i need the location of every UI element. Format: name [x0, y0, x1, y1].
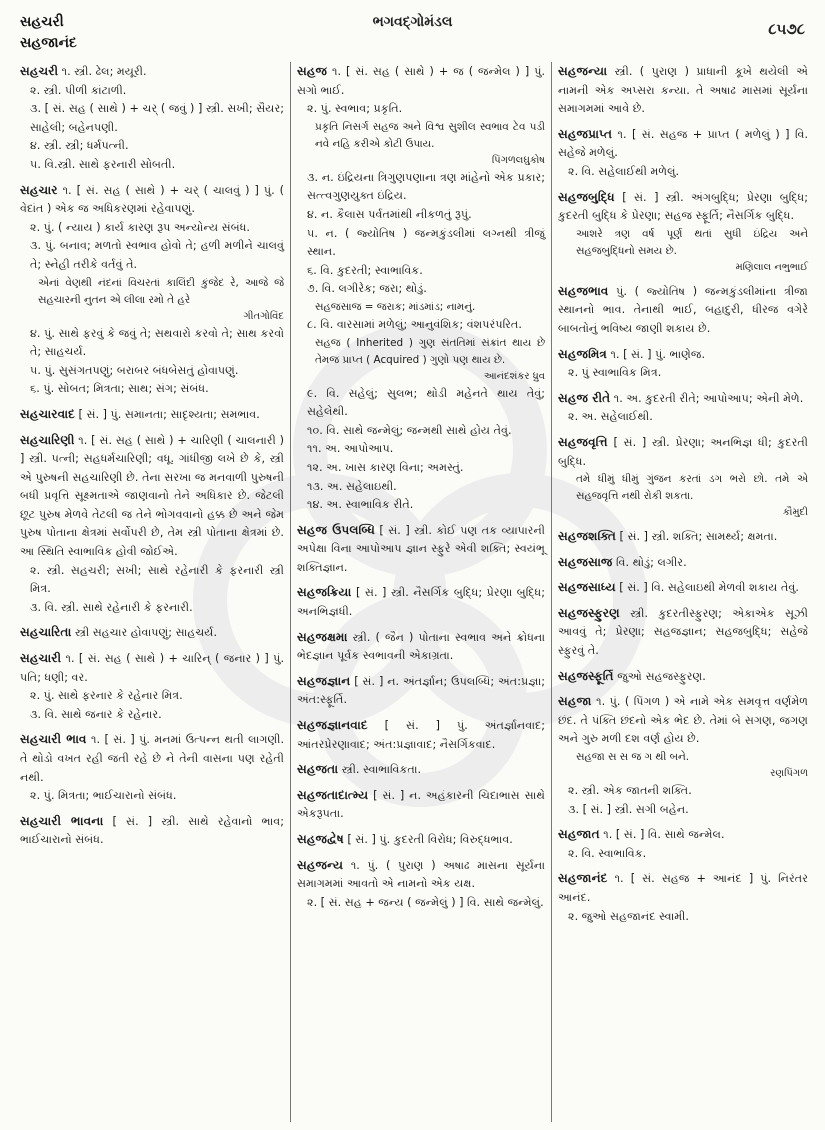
dictionary-entry	[558, 389, 808, 427]
headword: સહજસાધ્ય	[558, 580, 616, 595]
dictionary-entry	[297, 628, 545, 666]
sense: ૯. વિ. સહેલું; સુલભ; થોડી મહેનતે થાય તેવું; સહેલેથી.	[307, 386, 545, 419]
sense: ૨. અ. સહેલાઈથી.	[568, 410, 653, 424]
dictionary-entry	[558, 282, 808, 339]
citation-quote: એનાં વેણથી નંદનાં વિચરતાં કાલિંદી કુંજેદ રે, આજે જે સહચારની નુતન એ લીલા રમો તે હરે	[38, 276, 284, 306]
definition: ૧. [ સં. સહ ( સાથે ) + જ ( જન્મેલ ) ] પું. સગો ભાઈ.	[297, 65, 546, 97]
sense: ૭. વિ. લગીરેક; જરા; થોડું.	[307, 282, 427, 296]
headword: સહજજ્ઞાનવાદ	[297, 718, 368, 733]
headword: સહજ રીતે	[558, 390, 611, 405]
headword: સહજમિત્ર	[558, 346, 607, 361]
headword: સહચરી	[20, 64, 59, 78]
dictionary-entry	[297, 856, 545, 913]
sense: ૬. વિ. કુદરતી; સ્વાભાવિક.	[307, 263, 423, 277]
guide-word-last: સહજાનંદ	[20, 35, 77, 51]
definition: ૧. [ સં. સહજ + આનંદ ] પું. નિરંતર આનંદ.	[558, 872, 808, 904]
dictionary-entry	[558, 433, 808, 521]
citation-source: આનંદશંકર ધ્રુવ	[483, 370, 545, 382]
definition: જુઓ સહજસ્ફુરણ.	[617, 669, 706, 683]
headword: સહજપ્રાપ્ત	[558, 126, 613, 141]
headword: સહજા	[558, 694, 592, 709]
sense: ૨. પું સ્વાભાવિક મિત્ર.	[568, 366, 662, 380]
definition: [ સં. ] સ્ત્રી. પ્રેરણા; અનભિજ્ઞ ધી; કુદરતી બુદ્ધિ.	[558, 435, 808, 468]
headword: સહજવૃત્તિ	[558, 434, 608, 449]
dictionary-entry	[558, 62, 808, 119]
sense: ૪. ન. કૈલાસ પર્વતમાંથી નીકળતું રૂપું.	[307, 207, 472, 221]
sense: ૪. પું. સાથે ફરવું કે જવું તે; સથવારો કરવો તે; સાથ કરવો તે; સાહચર્ય.	[30, 326, 284, 359]
headword: સહજશક્તિ	[558, 529, 616, 544]
sense: ૮. વિ. વારસામાં મળેલું; આનુવંશિક; વંશપરંપરિત.	[307, 317, 522, 331]
headword: સહજદ્વેષ	[297, 832, 344, 846]
sense: ૨. વિ. સહેલાઈથી મળેલું.	[568, 164, 680, 178]
dictionary-entry	[20, 181, 284, 399]
sense: ૨. સ્ત્રી. પીળી કાંટાળી.	[30, 83, 127, 97]
definition: ૧. પું. ( પુરાણ ) અષાઢ માસના સૂર્યના સમાગમમાં આવતો એ નામનો એક યક્ષ.	[297, 858, 545, 891]
book-title: ભગવદ્ગોમંડલ	[372, 14, 453, 30]
headword: સહચારી ભાવના	[20, 813, 104, 828]
dictionary-entry	[20, 623, 284, 643]
headword: સહજભાવ	[558, 283, 609, 298]
dictionary-entry	[558, 869, 808, 926]
definition: ૧. પું. ( પિંગળ ) એ નામે એક સમવૃત્ત વર્ણમેળ છંદ. તે પંક્તિ છંદનો એક ભેદ છે. તેમાં બે સગણ, જગણ અને ગુરુ મળી દશ વર્ણ હોય છે.	[558, 695, 808, 746]
page-header	[0, 0, 825, 60]
headword: સહજસાજ	[558, 554, 613, 569]
sense: ૨. સ્ત્રી. એક જાતની શક્તિ.	[568, 784, 692, 798]
citation-source: કૌમુદી	[782, 507, 808, 519]
definition: [ સં. ] પું. કુદરતી વિરોધ; વિરુદ્ધભાવ.	[347, 833, 513, 846]
sense: ૨. પું. ( ન્યાય ) કાર્ય કારણ રૂપ અન્યોન્ય સંબંધ.	[30, 220, 250, 234]
headword: સહચારિણી	[20, 432, 75, 447]
page-number: ૮૫૭૮	[768, 20, 805, 38]
dictionary-entry	[297, 716, 545, 754]
headword: સહચાર	[20, 182, 58, 197]
dictionary-entry	[558, 553, 808, 573]
sense: ૨. પું. સ્વભાવ; પ્રકૃતિ.	[307, 102, 403, 116]
headword: સહજતા	[297, 762, 339, 777]
definition: [ સં. ] સ્ત્રી. કોઈ પણ તક વ્યાપારની અપેક્ષા વિના આપોઆપ જ્ઞાન સ્ફુરે એવી શક્તિ; સ્વયંભૂ શક્તિજ્ઞાન.	[297, 523, 545, 574]
headword: સહજ	[297, 64, 328, 78]
dictionary-entry	[558, 578, 808, 598]
headword: સહજાત	[558, 827, 600, 842]
sense: ૨. વિ. સ્વાભાવિક.	[568, 846, 647, 860]
definition: [ સં. ] પું. સમાનતા; સાદૃશ્યતા; સમભાવ.	[78, 407, 260, 421]
citation-quote: સહજા સ સ જ ગ થી બને.	[576, 751, 690, 764]
definition: [ સં. ] વિ. સહેલાઇથી મેળવી શકાય તેવું.	[619, 581, 799, 595]
sense: ૩. ન. ઇંદ્રિયના ત્રિગુણપણાના ત્રણ માંહેનો એક પ્રકાર; સત્ત્વગુણયુક્ત ઇંદ્રિય.	[307, 170, 545, 203]
dictionary-entry	[20, 405, 284, 425]
definition: સ્ત્રી. સ્વાભાવિકતા.	[341, 763, 422, 777]
dictionary-entry	[20, 431, 284, 618]
definition: ૧. [ સં. સહ ( સાથે ) + ચારિણી ( ચાલનારી ) ] સ્ત્રી. પત્ની; સહધર્મચારિણી; વધૂ. ગાંધીજી લખે છે કે, સ્ત્રી એ પુરુષની સહચારિણી છે. તેના સરખા જ મનવાળી પુરુષની બધી પ્રવૃત્તિ સૂક્ષ્મતાએ જાણવાનો તેને અધિકાર છે. જેટલી છૂટ પુરુષ મેળવે તેટલી જ તેને ભોગવવાનો હક્ક છે અને જેમ પુરુષ પોતાના ક્ષેત્રમાં સર્વોપરી છે, તેમ સ્ત્રી પોતાના ક્ષેત્રમાં છે. આ સ્થિતિ સ્વાભાવિક હોવી જોઈએ.	[20, 433, 284, 559]
sense: ૩. [ સં. સહ ( સાથે ) + ચર્ ( જવું ) ] સ્ત્રી. સખી; સૈયર; સાહેલી; બહેનપણી.	[30, 102, 284, 134]
dictionary-entry	[558, 692, 808, 819]
sense: ૧૩. અ. સહેલાઇથી.	[307, 479, 397, 493]
sense: ૨. જુઓ સહજાનંદ સ્વામી.	[568, 909, 689, 923]
dictionary-entry	[297, 62, 545, 515]
citation-source: ગીતગોવિંદ	[243, 310, 284, 322]
headword: સહચારવાદ	[20, 406, 75, 421]
dictionary-entry	[558, 527, 808, 547]
dictionary-entry	[297, 583, 545, 621]
sense: ૧૪. અ. સ્વાભાવિક રીતે.	[307, 498, 414, 512]
sense: ૬. પું. સોબત; મિત્રતા; સાથ; સંગ; સંબંધ.	[30, 382, 209, 396]
sense: ૨. [ સં. સહ + જન્ય ( જન્મેલું ) ] વિ. સાથે જન્મેલું.	[307, 895, 544, 909]
sense: ૩. પું. બનાવ; મળતો સ્વભાવ હોવો તે; હળી મળીને ચાલવું તે; સ્નેહી તરીકે વર્તવું તે.	[30, 239, 284, 271]
definition: સ્ત્રી. ( જૈન ) પોતાના સ્વભાવ અને ક્રોધના ભેદજ્ઞાન પૂર્વક સ્વભાવની એકાગ્રતા.	[297, 630, 545, 663]
sense: ૨. પું. સાથે ફરનાર કે રહેનાર મિત્ર.	[30, 689, 183, 703]
sense: ૩. વિ. સાથે જનાર કે રહેનાર.	[30, 707, 162, 721]
definition: સ્ત્રી. કુદરતીસ્ફુરણ; એકાએક સૂઝી આવવું તે; પ્રેરણા; સહજજ્ઞાન; સહજબુદ્ધિ; સહેજે સ્ફુરવું તે.	[558, 606, 808, 658]
headword: સહજન્યા	[558, 64, 608, 78]
dictionary-entry	[297, 521, 545, 578]
definition: વિ. થોડું; લગીર.	[616, 555, 687, 569]
definition: [ સં. ] સ્ત્રી. અંગબુદ્ધિ; પ્રેરણા બુદ્ધિ; કુદરતી બુદ્ધિ કે પ્રેરણા; સહજ સ્ફૂર્તિ; નૈસર્ગિક બુદ્ધિ.	[558, 190, 808, 223]
citation-quote: આશરે ત્રણ વર્ષ પૂર્ણ થતાં સુધી ઇંદ્રિય અને સહજબુદ્ધિનો સમય છે.	[576, 227, 808, 257]
sense: ૫. પું. સુસંગતપણું; બરાબર બંધબેસતું હોવાપણું.	[30, 363, 239, 377]
headword: સહજ ઉપલબ્ધિ	[297, 522, 375, 537]
citation-quote: પ્રકૃતિ નિસર્ગ સહજ અને વિશ્વ સુશીલ સ્વભાવ ટેવ પડી નવે નહિ કરીએ કોટી ઉપાય.	[315, 120, 545, 150]
column-3	[552, 62, 814, 1122]
definition: [ સં. ] ન. અહંકારની ચિદાભાસ સાથે એકરૂપતા.	[297, 788, 545, 821]
headword: સહજન્ય	[297, 857, 344, 872]
headword: સહજજ્ઞાન	[297, 673, 351, 688]
headword: સહજસ્ફુરણ	[558, 605, 620, 620]
definition: ૧. [ સં. સહ ( સાથે ) + ચર્ ( ચાલવું ) ] પું. ( વેદાંત ) એક જ અધિકરણમાં રહેવાપણું.	[20, 183, 284, 216]
definition: [ સં. ] સ્ત્રી. નૈસર્ગિક બુદ્ધિ; પ્રેરણા બુદ્ધિ; અનભિજ્ઞધી.	[297, 586, 545, 619]
headword: સહજબુદ્ધિ	[558, 189, 615, 204]
dictionary-entry	[558, 188, 808, 276]
headword: સહજસ્ફૂર્તિ	[558, 668, 614, 683]
definition: [ સં. ] પું. અંતર્જ્ઞાનવાદ; આંતરપ્રેરણાવાદ; અંત:પ્રજ્ઞાવાદ; નૈસર્ગિકવાદ.	[297, 719, 546, 751]
definition: ૧. [ સં. ] પું. ભાણેજ.	[610, 347, 706, 361]
dictionary-entry	[558, 345, 808, 383]
dictionary-columns	[14, 62, 814, 1122]
column-2	[290, 62, 552, 1122]
citation-source: રણપિંગળ	[770, 768, 808, 780]
sense: ૨. સ્ત્રી. સહચરી; સખી; સાથે રહેનારી કે ફરનારી સ્ત્રી મિત્ર.	[30, 563, 284, 596]
headword: સહજક્રિયા	[297, 585, 352, 600]
definition: સ્ત્રી સહચાર હોવાપણું; સાહચર્ય.	[74, 626, 218, 640]
headword: સહચારિતા	[20, 625, 72, 640]
definition: ૧. [ સં. સહજ + પ્રાપ્ત ( મળેલું ) ] વિ. સહેજે મળેલું.	[558, 127, 808, 160]
guide-word-first: સહચરી	[20, 14, 64, 30]
dictionary-entry	[297, 760, 545, 780]
dictionary-entry	[558, 604, 808, 661]
sense: ૧૧. અ. આપોઆપ.	[307, 442, 394, 456]
dictionary-entry	[558, 825, 808, 863]
definition: ૧. [ સં. સહ ( સાથે ) + ચારિન્ ( જનાર ) ] પું. પતિ; ધણી; વર.	[20, 652, 285, 684]
definition: [ સં. ] સ્ત્રી. સાથે રહેવાનો ભાવ; ભાઈચારાનો સંબંધ.	[20, 814, 284, 847]
sense: ૫. ન. ( જ્યોતિષ ) જન્મકુંડલીમાં લગ્નથી ત્રીજું સ્થાન.	[307, 226, 545, 259]
column-1	[14, 62, 290, 1122]
sense: ૩. વિ. સ્ત્રી. સાથે રહેનારી કે ફરનારી.	[30, 600, 193, 614]
headword: સહચારી	[20, 651, 62, 666]
sense: ૧૦. વિ. સાથે જન્મેલું; જન્મથી સાથે હોય તેવું.	[307, 423, 512, 437]
sense: ૫. વિ.સ્ત્રી. સાથે ફરનારી સોબતી.	[30, 157, 176, 171]
dictionary-entry	[297, 672, 545, 710]
dictionary-entry	[558, 667, 808, 687]
definition: પું. ( જ્યોતિષ ) જન્મકુંડલીમાંના ત્રીજા સ્થાનનો ભાવ. તેનાથી ભાઈ, બહાદુરી, ધીરજ વગેરે બાબતોનું ભવિષ્ય જાણી શકાય છે.	[558, 284, 808, 335]
citation-quote: સહજસાજ = જરાક; માંડમાંડ; નામનું.	[315, 300, 476, 313]
headword: સહજક્ષમા	[297, 629, 348, 644]
definition: [ સં. ] સ્ત્રી. શક્તિ; સામર્થ્ય; ક્ષમતા.	[619, 530, 778, 544]
dictionary-entry	[20, 62, 284, 175]
definition: ૧. [ સં. ] પું. મનમાં ઉત્પન્ન થતી લાગણી. તે થોડો વખત રહી જતી રહે છે ને તેની વાસના પણ રહેતી નથી.	[20, 733, 285, 784]
dictionary-entry	[20, 730, 284, 805]
definition: ૧. અ. કુદરતી રીતે; આપોઆપ; એની મેળે.	[613, 391, 804, 405]
dictionary-entry	[297, 786, 545, 824]
citation-source: પિંગળલઘુકોષ	[491, 154, 545, 166]
sense: ૧૨. અ. ખાસ કારણ વિના; અમસ્તું.	[307, 460, 464, 474]
definition: ૧. સ્ત્રી. ઢેલ; મયૂરી.	[61, 65, 147, 78]
sense: ૪. સ્ત્રી. સ્ત્રી; ધર્મપત્ની.	[30, 139, 129, 153]
headword: સહજાનંદ	[558, 871, 608, 886]
dictionary-entry	[20, 649, 284, 724]
headword: સહચારી ભાવ	[20, 732, 87, 747]
sense: ૩. [ સં. ] સ્ત્રી. સગી બહેન.	[568, 802, 689, 816]
sense: ૨. પું. મિત્રતા; ભાઈચારાનો સંબંધ.	[30, 789, 177, 803]
dictionary-entry	[297, 830, 545, 850]
definition: ૧. [ સં. ] વિ. સાથે જન્મેલ.	[603, 828, 725, 842]
citation-quote: તમે ધીમું ધીમું ગુંજન કરતાં ડગ ભરો છો. તમે એ સહજવૃત્તિ નથી રોકી શકતા.	[576, 473, 808, 503]
definition: [ સં. ] ન. અંતર્જ્ઞાન; ઉપલબ્ધિ; અંત:પ્રજ્ઞા; અંત:સ્ફૂર્તિ.	[297, 674, 545, 707]
definition: સ્ત્રી. ( પુરાણ ) પ્રાધાની કૂખે થયેલી એ નામની એક અપ્સરા કન્યા. તે અષાઢ માસમાં સૂર્યના સમાગમમાં આવે છે.	[558, 65, 809, 116]
dictionary-entry	[20, 812, 284, 850]
citation-quote: સહજ ( Inherited ) ગુણ સંતતિમાં સંક્રાંત થાય છે તેમજ પ્રાપ્ત ( Acquired ) ગુણો પણ થાય છે.	[315, 336, 545, 366]
headword: સહજતાદાત્મ્ય	[297, 787, 369, 802]
dictionary-entry	[558, 125, 808, 182]
citation-source: મણિલાલ નભુભાઈ	[735, 261, 808, 273]
